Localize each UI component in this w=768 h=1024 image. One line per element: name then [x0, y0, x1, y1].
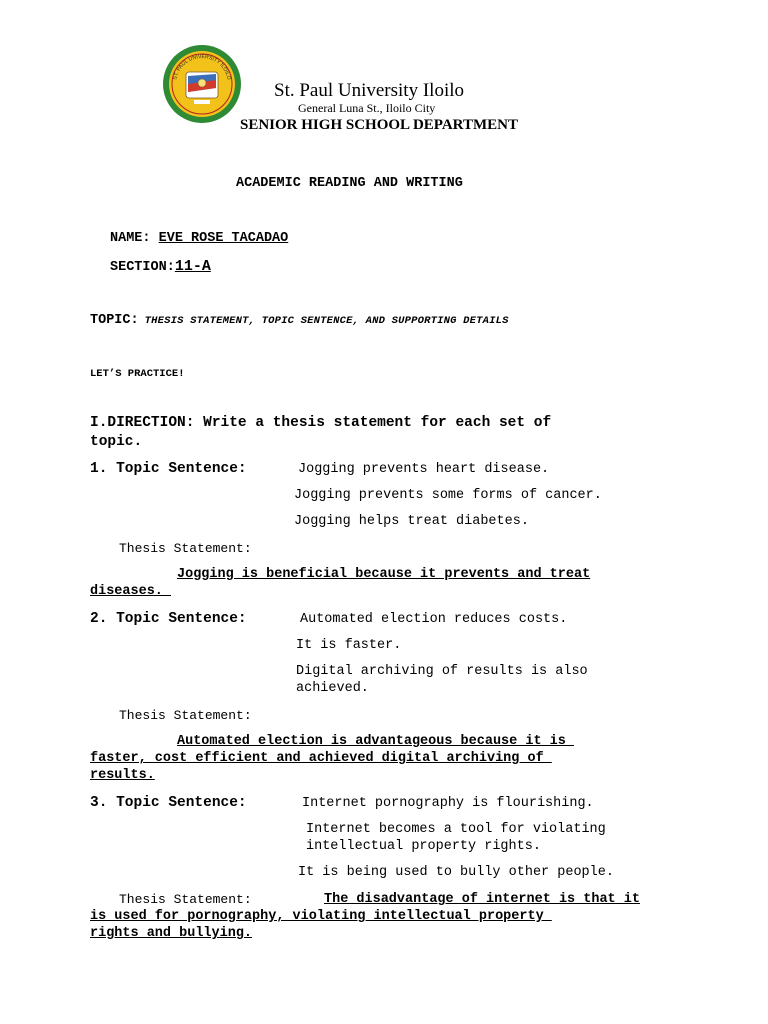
- item3-sentence-1: Internet pornography is flourishing.: [302, 796, 594, 811]
- item1-sentence-1: Jogging prevents heart disease.: [298, 462, 550, 477]
- item3-answer-line-2: is used for pornography, violating intellectual property: [90, 909, 552, 924]
- item1-topic-label: 1. Topic Sentence:: [90, 461, 247, 477]
- item1-answer-line-1: Jogging is beneficial because it prevents and treat: [177, 567, 591, 582]
- name-row: [110, 231, 288, 246]
- name-value: EVE ROSE TACADAO: [158, 231, 289, 246]
- item2-topic-label: 2. Topic Sentence:: [90, 611, 247, 627]
- section-label: SECTION:: [110, 260, 175, 275]
- item3-answer-line-1: The disadvantage of internet is that it: [324, 892, 640, 907]
- item1-answer-line-2: diseases.: [90, 584, 172, 599]
- university-address: General Luna St., Iloilo City: [298, 101, 436, 115]
- topic-value: THESIS STATEMENT, TOPIC SENTENCE, AND SUPPORTING DETAILS: [144, 315, 509, 327]
- item3-sentence-2a: Internet becomes a tool for violating: [306, 822, 606, 837]
- item2-sentence-3b: achieved.: [296, 681, 369, 696]
- item2-sentence-1: Automated election reduces costs.: [300, 612, 568, 627]
- practice-heading: LET’S PRACTICE!: [90, 368, 185, 380]
- section-row: [110, 258, 211, 275]
- item1-thesis-label: Thesis Statement:: [119, 541, 252, 556]
- seal-year-plate: [194, 100, 210, 104]
- item2-thesis-label: Thesis Statement:: [119, 708, 252, 723]
- section-value: 11-A: [174, 258, 211, 275]
- university-name: St. Paul University Iloilo: [274, 80, 464, 101]
- direction-line-2: topic.: [90, 434, 143, 450]
- item1-sentence-3: Jogging helps treat diabetes.: [294, 514, 529, 529]
- seal-graphic: [162, 44, 242, 124]
- item2-sentence-2: It is faster.: [296, 638, 402, 653]
- item3-topic-label: 3. Topic Sentence:: [90, 795, 247, 811]
- topic-label: TOPIC:: [90, 313, 139, 328]
- item3-thesis-label: Thesis Statement:: [119, 892, 252, 907]
- item2-answer-line-3: results.: [90, 768, 155, 783]
- university-seal-logo: [162, 44, 242, 124]
- seal-center-emblem: [198, 79, 206, 87]
- department-title: SENIOR HIGH SCHOOL DEPARTMENT: [240, 117, 518, 133]
- course-title: ACADEMIC READING AND WRITING: [236, 176, 463, 191]
- direction-line-1: I.DIRECTION: Write a thesis statement for each set of: [90, 415, 552, 431]
- seal-text: ST. PAUL UNIVERSITY ILOILO: [172, 53, 232, 81]
- topic-row: [90, 313, 509, 328]
- item2-answer-line-2: faster, cost efficient and achieved digital archiving of: [90, 751, 552, 766]
- item3-answer-line-3: rights and bullying.: [90, 926, 253, 941]
- item3-sentence-3: It is being used to bully other people.: [298, 865, 614, 880]
- item2-sentence-3a: Digital archiving of results is also: [296, 664, 588, 679]
- name-label: NAME:: [110, 231, 151, 246]
- item2-answer-line-1: Automated election is advantageous because it is: [177, 734, 574, 749]
- item1-sentence-2: Jogging prevents some forms of cancer.: [294, 488, 602, 503]
- item3-sentence-2b: intellectual property rights.: [306, 839, 541, 854]
